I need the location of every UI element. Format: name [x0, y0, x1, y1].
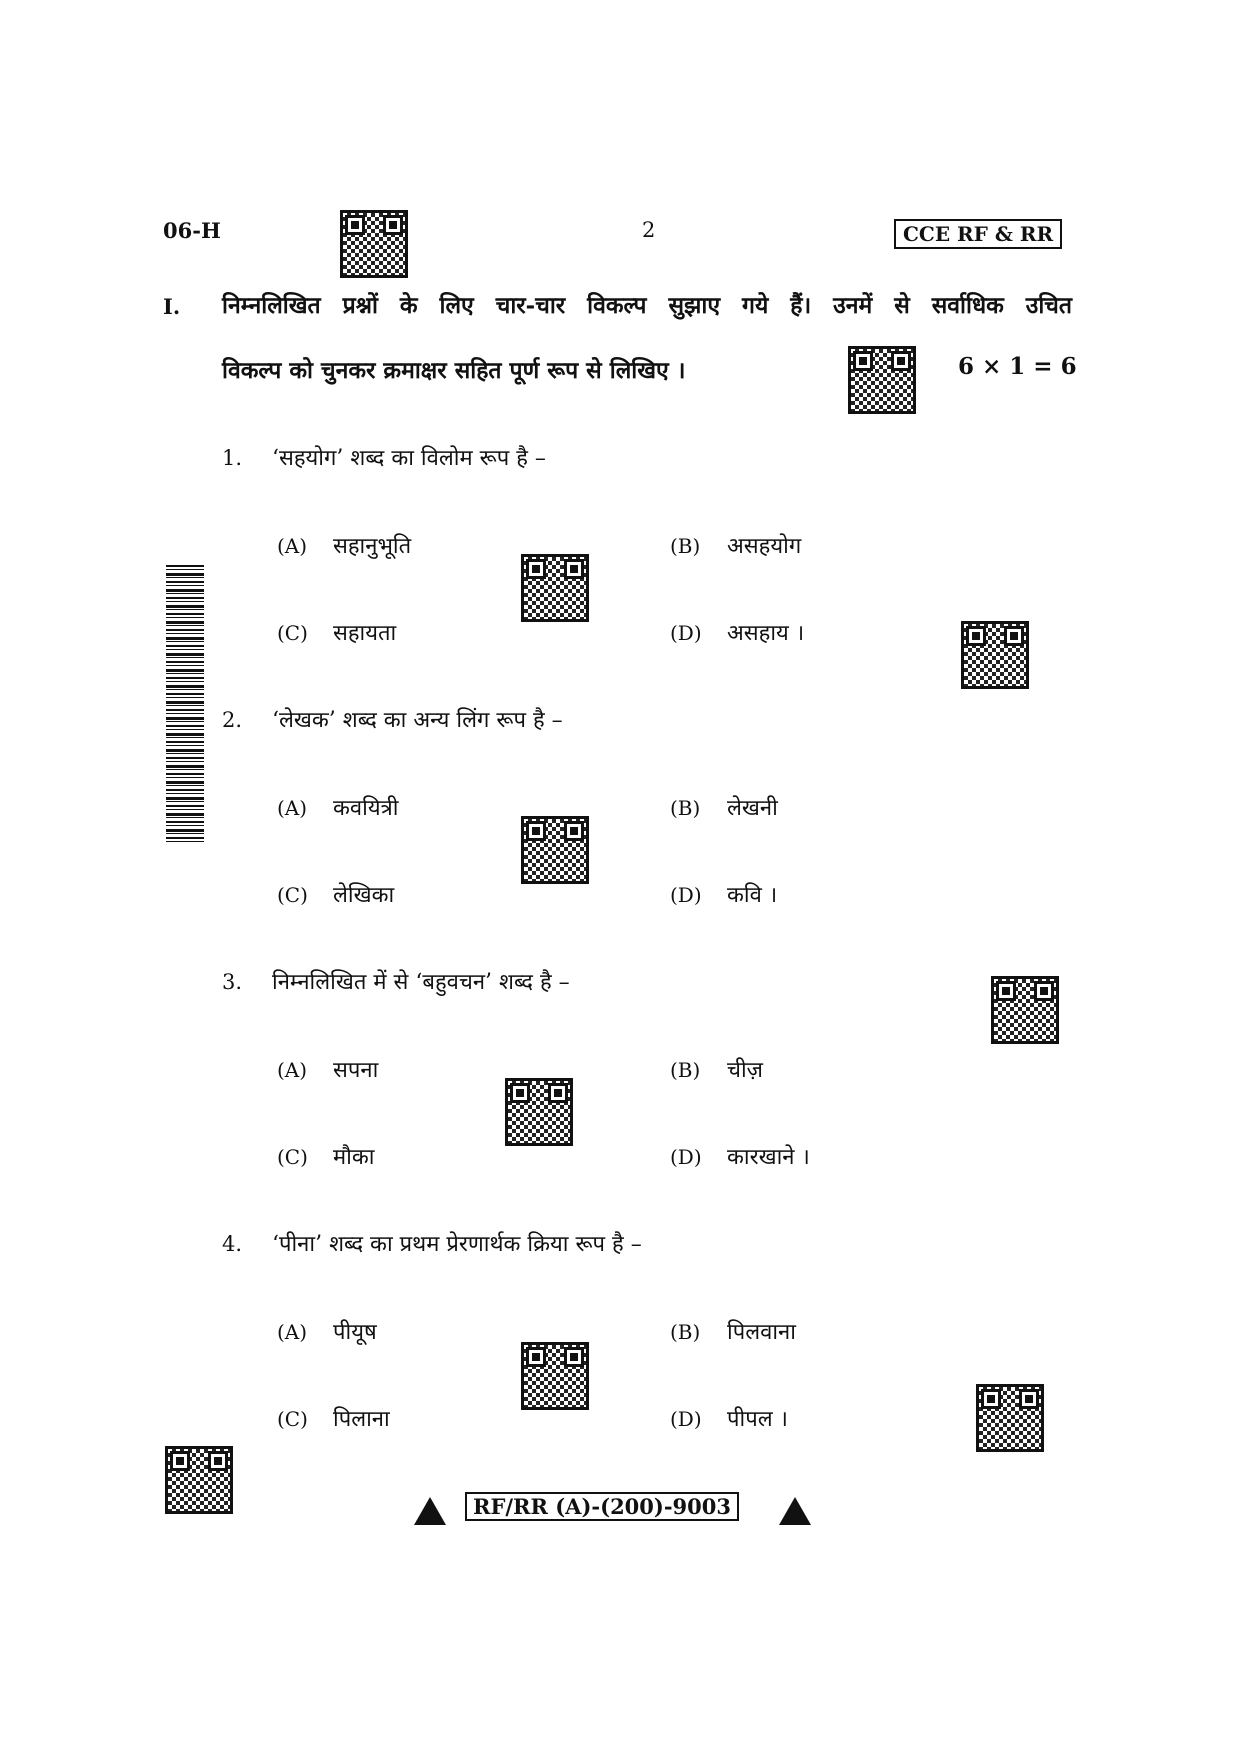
option-text: असहयोग: [727, 534, 802, 559]
option-text: कारखाने ।: [727, 1145, 810, 1170]
option-text: पीपल ।: [727, 1407, 788, 1432]
instruction-line-1: निम्नलिखित प्रश्नों के लिए चार-चार विकल्प सुझाए गये हैं। उनमें से सर्वाधिक उचित: [222, 292, 1072, 319]
qr-code-icon: [991, 976, 1059, 1044]
option-text: सहायता: [333, 621, 397, 646]
footer-code: RF/RR (A)-(200)-9003: [465, 1492, 739, 1521]
question-text: ‘लेखक’ शब्द का अन्य लिंग रूप है –: [272, 708, 563, 733]
option-text: सहानुभूति: [333, 534, 412, 559]
question-text: ‘पीना’ शब्द का प्रथम प्रेरणार्थक क्रिया रूप है –: [272, 1232, 642, 1257]
option-label: (A): [277, 534, 308, 558]
option-text: चीज़: [727, 1058, 763, 1083]
paper-code: 06-H: [163, 218, 221, 243]
qr-code-icon: [521, 816, 589, 884]
question-number: 4.: [222, 1232, 243, 1256]
option-text: लेखिका: [333, 883, 395, 908]
question-number: 3.: [222, 970, 243, 994]
series-label: CCE RF & RR: [894, 219, 1062, 249]
option-label: (B): [670, 1058, 701, 1082]
qr-code-icon: [521, 554, 589, 622]
qr-code-icon: [976, 1384, 1044, 1452]
qr-code-icon: [340, 210, 408, 278]
option-text: सपना: [333, 1058, 379, 1083]
option-text: असहाय ।: [727, 621, 805, 646]
option-label: (D): [670, 883, 702, 907]
qr-code-icon: [848, 346, 916, 414]
option-text: पिलवाना: [727, 1320, 796, 1345]
option-text: लेखनी: [727, 796, 778, 821]
option-label: (D): [670, 1407, 702, 1431]
question-number: 1.: [222, 446, 243, 470]
option-label: (A): [277, 796, 308, 820]
option-text: कवयित्री: [333, 796, 399, 821]
qr-code-icon: [961, 621, 1029, 689]
option-label: (B): [670, 1320, 701, 1344]
option-text: पीयूष: [333, 1320, 377, 1345]
option-label: (C): [277, 1407, 308, 1431]
question-text: निम्नलिखित में से ‘बहुवचन’ शब्द है –: [272, 970, 570, 995]
page-number: 2: [642, 218, 656, 242]
option-label: (C): [277, 621, 308, 645]
section-marks: 6 × 1 = 6: [958, 353, 1077, 380]
qr-code-icon: [165, 1446, 233, 1514]
barcode-icon: [166, 565, 204, 843]
option-text: कवि ।: [727, 883, 778, 908]
option-label: (B): [670, 534, 701, 558]
section-number: I.: [163, 294, 181, 319]
triangle-icon: [779, 1497, 811, 1525]
instruction-line-2: विकल्प को चुनकर क्रमाक्षर सहित पूर्ण रूप से लिखिए ।: [222, 357, 686, 384]
question-text: ‘सहयोग’ शब्द का विलोम रूप है –: [272, 446, 546, 471]
option-label: (A): [277, 1320, 308, 1344]
question-number: 2.: [222, 708, 243, 732]
option-label: (D): [670, 1145, 702, 1169]
option-label: (A): [277, 1058, 308, 1082]
option-text: मौका: [333, 1145, 375, 1170]
option-text: पिलाना: [333, 1407, 390, 1432]
option-label: (C): [277, 883, 308, 907]
option-label: (D): [670, 621, 702, 645]
qr-code-icon: [521, 1342, 589, 1410]
option-label: (B): [670, 796, 701, 820]
qr-code-icon: [505, 1078, 573, 1146]
option-label: (C): [277, 1145, 308, 1169]
triangle-icon: [414, 1497, 446, 1525]
